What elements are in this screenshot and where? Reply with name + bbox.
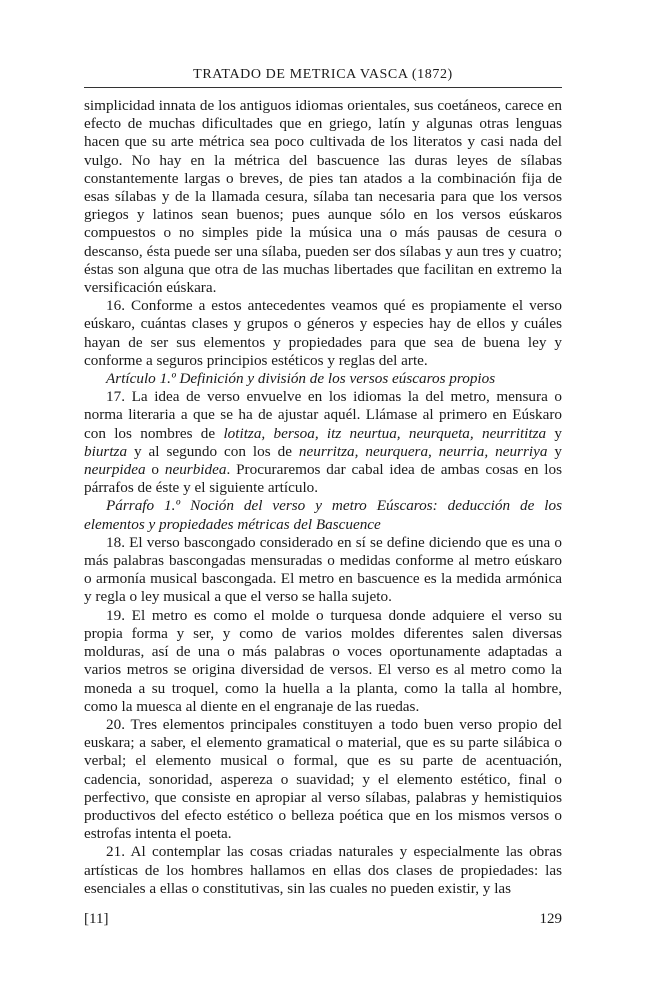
p17-text-3: y al segundo con los de: [127, 442, 299, 460]
article-heading: Artículo 1.º Definición y división de los versos eúscaros propios: [106, 370, 496, 388]
paragraph-20: 20. Tres elementos principales constituyen a todo buen verso propio del euskara; a saber, el elemento gramatical o material, que es su parte silábica o verbal; el elemento musical o formal, que es su parte de acentuación, cadencia, sonoridad, aspereza o suavidad; y el elemento estético, final o perfectivo, que consiste en apropiar al verso sílabas, palabras y hemistiquios productivos del efecto estético o belleza poética que en los mismos versos o estrofas intenta el poeta.: [84, 715, 562, 843]
p17-text-6: . Procuraremos dar cabal idea de ambas cosas en los párrafos de éste y el siguiente artículo.: [84, 461, 562, 497]
page-number: 129: [539, 911, 562, 927]
p17-terms-4: neurpidea: [84, 461, 146, 479]
running-title: TRATADO DE METRICA VASCA (1872): [193, 67, 453, 82]
page-body: [84, 97, 562, 898]
paragraph-heading: Párrafo 1.º Noción del verso y metro Eúscaros: deducción de los elementos y propiedades métricas del Bascuence: [84, 497, 562, 533]
p17-terms-3: neurritza, neurquera, neurria, neurriya: [298, 442, 548, 460]
header-rule: [84, 87, 562, 88]
p17-text-2: y: [546, 424, 563, 442]
p17-text-1: 17. La idea de verso envuelve en los idiomas la del metro, mensura o norma literaria a que se ha de ajustar aquél. Llámase al primero en Eúskaro con los nombres de: [84, 388, 562, 442]
paragraph-17: [84, 388, 562, 497]
footer-reference: [11]: [84, 911, 109, 927]
p17-terms-2: biurtza: [84, 442, 128, 460]
p17-text-4: y: [547, 442, 562, 460]
paragraph-19: 19. El metro es como el molde o turquesa donde adquiere el verso su propia forma y ser, y como de varios moldes diferentes salen diversas molduras, así de una o más palabras o voces oportunamente adaptadas a varios metros se origina diversidad de versos. El verso es al metro como la moneda a su troquel, como la huella a la planta, como la talla al hombre, como la muesca al diente en el engranaje de las ruedas.: [84, 606, 562, 715]
p17-text-5: o: [145, 461, 165, 479]
paragraph-16: 16. Conforme a estos antecedentes veamos qué es propiamente el verso eúskaro, cuántas clases y grupos o géneros y especies hay de ellos y cuáles hayan de ser sus elementos y propiedades para que sea de buena ley y conforme a seguros principios estéticos y reglas del arte.: [84, 297, 562, 369]
paragraph-18: 18. El verso bascongado considerado en sí se define diciendo que es una o más palabras bascongadas mensuradas o medidas conforme al metro eúskaro o armonía musical bascongada. El metro en bascuence es la medida armónica y regla o ley musical a que el verso se halla sujeto.: [84, 533, 562, 606]
paragraph-21: 21. Al contemplar las cosas criadas naturales y especialmente las obras artísticas de los hombres hallamos en ellas dos clases de propiedades: las esenciales a ellas o constitutivas, sin las cuales no pueden existir, y las: [84, 843, 562, 897]
p17-terms-5: neurbidea: [164, 461, 227, 479]
p17-terms-1: lotitza, bersoa, itz neurtua, neurqueta, neurrititza: [223, 424, 547, 442]
paragraph-continuation: simplicidad innata de los antiguos idiomas orientales, sus coetáneos, carece en efecto de muchas dificultades que en griego, latín y algunas otras lenguas hacen que su arte métrica sea poco cultivada de los literatos y casi nada del vulgo. No hay en la métrica del bascuence las duras leyes de sílabas constantemente largas o breves, de pies tan atados a la combinación fija de esas sílabas y de la llamada cesura, sílaba tan necesaria para que los versos griegos y latinos sean buenos; pues aunque sólo en los versos eúskaros compuestos o no simples pide la música una o más pausas de cesura o descanso, ésta puede ser una sílaba, pueden ser dos sílabas y aun tres y cuatro; éstas son alguna que otra de las muchas libertades que facilitan en extremo la versificación eúskara.: [84, 97, 562, 297]
